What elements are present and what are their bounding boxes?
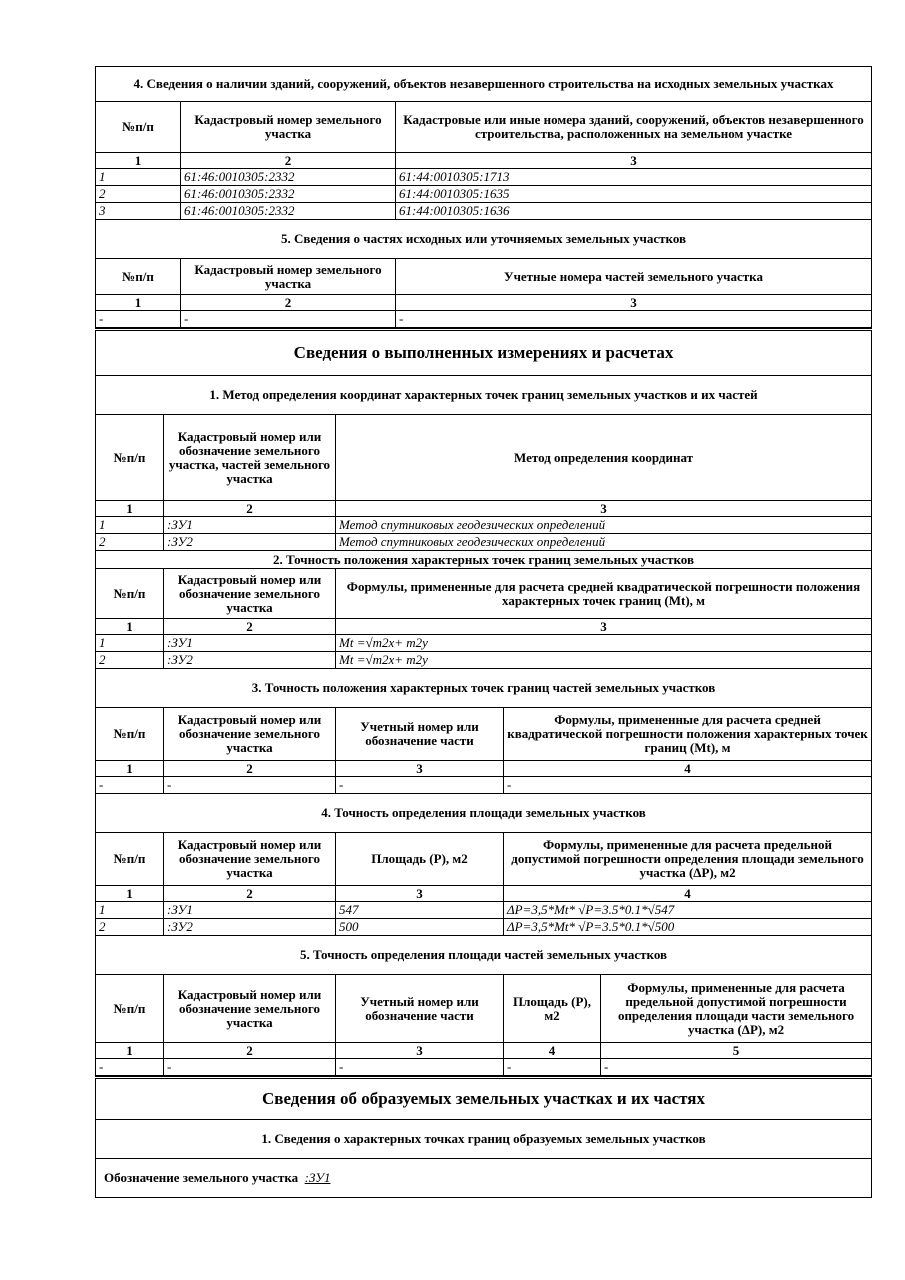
col-number: 3 [396,295,872,311]
col-header-formula: Формулы, примененные для расчета предельной допустимой погрешности определения площади части земельного участка (ΔP), м2 [601,975,872,1043]
col-header-num: №п/п [96,569,164,619]
cell: - [164,777,336,794]
col-header-part: Учетный номер или обозначение части [336,975,504,1043]
col-number: 1 [96,1043,164,1059]
col-number: 1 [96,886,164,902]
cell: 61:44:0010305:1635 [396,186,872,203]
col-header-area: Площадь (P), м2 [336,833,504,886]
col-header-cadastral: Кадастровый номер земельного участка [181,259,396,295]
cell: Mt =√m2x+ m2y [336,635,872,652]
cell: :ЗУ2 [164,919,336,936]
col-number: 1 [96,501,164,517]
cell: ΔP=3,5*Mt* √P=3.5*0.1*√500 [504,919,872,936]
table-row [96,652,872,669]
col-number: 2 [164,619,336,635]
measurements-table [95,328,872,1076]
cell: 61:46:0010305:2332 [181,186,396,203]
table-row [96,919,872,936]
cell: :ЗУ1 [164,902,336,919]
cell: 2 [96,186,181,203]
cell: 1 [96,517,164,534]
cell: 2 [96,534,164,551]
table-row [96,777,872,794]
table-row [96,517,872,534]
cell: - [96,1059,164,1076]
col-number: 1 [96,295,181,311]
boundary-points-section-title: 1. Сведения о характерных точках границ образуемых земельных участков [96,1120,872,1159]
col-number: 3 [336,619,872,635]
col-header-area: Площадь (P), м2 [504,975,601,1043]
cell: 61:46:0010305:2332 [181,169,396,186]
parcel-designation-value: :ЗУ1 [304,1170,331,1185]
col-header-num: №п/п [96,102,181,153]
parts-area-accuracy-section-title: 5. Точность определения площади частей земельных участков [96,936,872,975]
cell: 61:46:0010305:2332 [181,203,396,220]
table-row [96,635,872,652]
buildings-section-title: 4. Сведения о наличии зданий, сооружений, объектов незавершенного строительства на исходных земельных участках [96,67,872,102]
cell: 61:44:0010305:1636 [396,203,872,220]
col-number: 2 [181,153,396,169]
col-number: 1 [96,153,181,169]
cell: :ЗУ2 [164,652,336,669]
cell: Mt =√m2x+ m2y [336,652,872,669]
parcel-designation-row [96,1159,872,1198]
col-number: 5 [601,1043,872,1059]
cell: :ЗУ1 [164,517,336,534]
cell: - [504,777,872,794]
table-row [96,169,872,186]
parts-section-title: 5. Сведения о частях исходных или уточняемых земельных участков [96,220,872,259]
table-row [96,186,872,203]
cell: - [164,1059,336,1076]
table-row [96,1059,872,1076]
table-row [96,203,872,220]
cell: 547 [336,902,504,919]
cell: - [504,1059,601,1076]
col-header-cadastral: Кадастровый номер или обозначение земельного участка [164,833,336,886]
cell: ΔP=3,5*Mt* √P=3.5*0.1*√547 [504,902,872,919]
cell: 61:44:0010305:1713 [396,169,872,186]
col-number: 3 [396,153,872,169]
cell: 500 [336,919,504,936]
col-number: 4 [504,761,872,777]
cell: :ЗУ1 [164,635,336,652]
table-row [96,311,872,328]
col-header-cadastral: Кадастровый номер или обозначение земельного участка [164,975,336,1043]
accuracy-parts-section-title: 3. Точность положения характерных точек границ частей земельных участков [96,669,872,708]
col-header-part: Учетный номер или обозначение части [336,708,504,761]
cell: - [336,777,504,794]
col-header-part-numbers: Учетные номера частей земельного участка [396,259,872,295]
cell: 1 [96,635,164,652]
formed-parcels-heading: Сведения об образуемых земельных участках и их частях [96,1078,872,1120]
col-number: 1 [96,619,164,635]
cell: 2 [96,919,164,936]
col-number: 3 [336,761,504,777]
col-header-num: №п/п [96,975,164,1043]
col-number: 2 [181,295,396,311]
cell: - [396,311,872,328]
method-section-title: 1. Метод определения координат характерных точек границ земельных участков и их частей [96,376,872,415]
measurements-heading: Сведения о выполненных измерениях и расчетах [96,330,872,376]
cell: 1 [96,169,181,186]
cell: - [96,311,181,328]
accuracy-points-section-title: 2. Точность положения характерных точек границ земельных участков [96,551,872,569]
col-number: 2 [164,761,336,777]
cell: - [96,777,164,794]
col-header-method: Метод определения координат [336,415,872,501]
cell: Метод спутниковых геодезических определений [336,534,872,551]
document-page [95,66,871,1198]
formed-parcels-table [95,1076,872,1198]
col-number: 4 [504,1043,601,1059]
cell: :ЗУ2 [164,534,336,551]
col-number: 2 [164,1043,336,1059]
col-number: 1 [96,761,164,777]
area-accuracy-section-title: 4. Точность определения площади земельных участков [96,794,872,833]
col-number: 4 [504,886,872,902]
parcel-designation-label: Обозначение земельного участка [104,1170,299,1185]
cell: - [181,311,396,328]
cell: 1 [96,902,164,919]
col-header-building-numbers: Кадастровые или иные номера зданий, сооружений, объектов незавершенного строительства, расположенных на земельном участке [396,102,872,153]
col-header-formula: Формулы, примененные для расчета средней квадратической погрешности положения характерных точек границ (Mt), м [504,708,872,761]
table-row [96,902,872,919]
cell: 2 [96,652,164,669]
cell: 3 [96,203,181,220]
col-header-cadastral: Кадастровый номер или обозначение земельного участка [164,569,336,619]
col-header-cadastral: Кадастровый номер или обозначение земельного участка, частей земельного участка [164,415,336,501]
table-row [96,534,872,551]
col-header-num: №п/п [96,259,181,295]
col-number: 3 [336,1043,504,1059]
col-header-num: №п/п [96,708,164,761]
col-number: 3 [336,501,872,517]
col-header-num: №п/п [96,833,164,886]
col-header-num: №п/п [96,415,164,501]
col-header-cadastral: Кадастровый номер земельного участка [181,102,396,153]
col-number: 2 [164,501,336,517]
col-header-formula: Формулы, примененные для расчета предельной допустимой погрешности определения площади земельного участка (ΔP), м2 [504,833,872,886]
cell: Метод спутниковых геодезических определений [336,517,872,534]
col-number: 3 [336,886,504,902]
cell: - [601,1059,872,1076]
buildings-table [95,66,872,328]
col-header-cadastral: Кадастровый номер или обозначение земельного участка [164,708,336,761]
col-header-formula: Формулы, примененные для расчета средней квадратической погрешности положения характерных точек границ (Mt), м [336,569,872,619]
cell: - [336,1059,504,1076]
col-number: 2 [164,886,336,902]
